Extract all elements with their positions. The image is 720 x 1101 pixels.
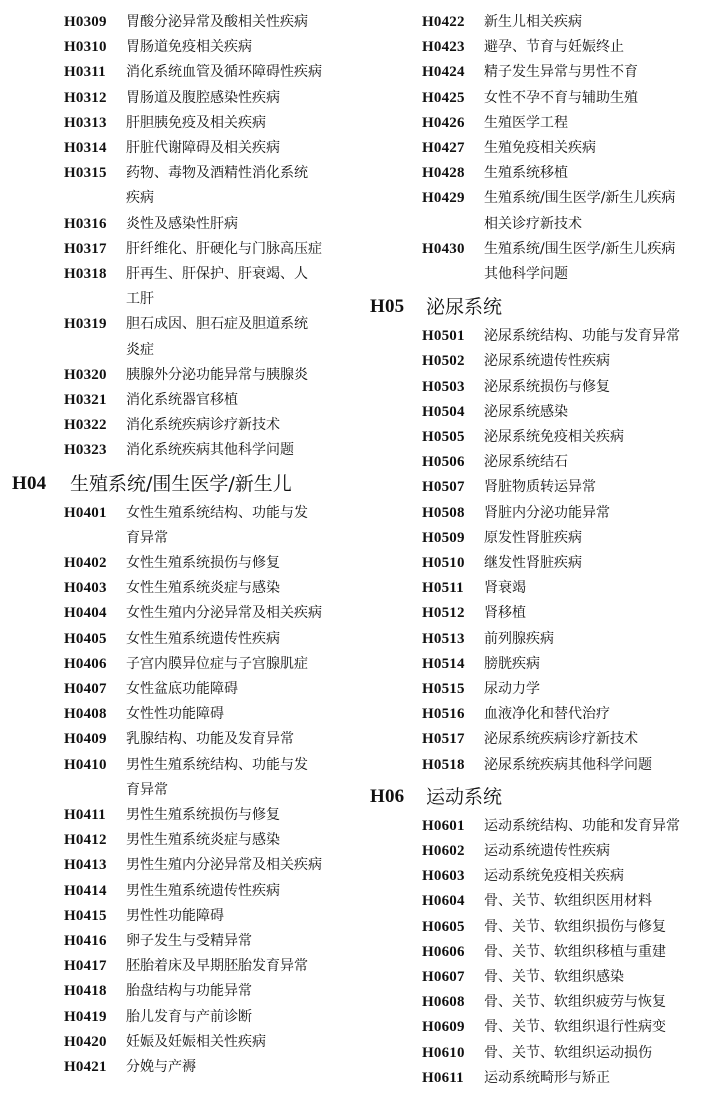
list-item — [0, 262, 360, 312]
item-code: H0416 — [64, 933, 107, 949]
list-item — [360, 652, 720, 677]
item-code: H0422 — [422, 14, 465, 30]
item-code: H0426 — [422, 114, 465, 131]
list-item — [360, 889, 720, 914]
item-code: H0517 — [422, 731, 465, 748]
item-code: H0508 — [422, 504, 465, 521]
item-code: H0408 — [64, 706, 107, 723]
item-title: 男性生殖系统损伤与修复 — [126, 807, 280, 823]
item-code: H0411 — [64, 807, 106, 823]
item-code: H0406 — [64, 655, 107, 672]
item-code: H0323 — [64, 442, 107, 459]
item-title: 新生儿相关疾病 — [484, 14, 582, 30]
list-item — [0, 161, 360, 211]
item-title: 女性生殖系统损伤与修复 — [126, 555, 280, 571]
item-code: H0404 — [64, 605, 107, 622]
list-item — [0, 212, 360, 237]
item-title: 肝纤维化、肝硬化与门脉高压症 — [126, 240, 322, 257]
item-code: H0313 — [64, 114, 107, 131]
list-item — [360, 136, 720, 161]
list-item — [0, 879, 360, 904]
item-title: 骨、关节、软组织医用材料 — [484, 893, 652, 910]
item-code: H0414 — [64, 882, 107, 899]
item-title: 尿动力学 — [484, 681, 540, 697]
list-item — [360, 86, 720, 111]
item-title: 子宫内膜异位症与子宫腺肌症 — [126, 655, 308, 672]
item-title: 泌尿系统遗传性疾病 — [484, 353, 610, 370]
item-code: H0403 — [64, 580, 107, 597]
item-title: 肾脏内分泌功能异常 — [484, 504, 610, 521]
item-title: 炎症 — [126, 341, 154, 358]
list-item — [0, 576, 360, 601]
item-title: 女性生殖内分泌异常及相关疾病 — [126, 605, 322, 622]
list-item — [360, 627, 720, 652]
item-code: H0314 — [64, 140, 107, 156]
list-item — [360, 965, 720, 990]
item-title: 胃肠道及腹腔感染性疾病 — [126, 89, 280, 106]
item-code: H0318 — [64, 266, 107, 282]
item-title: 相关诊疗新技术 — [484, 215, 582, 232]
item-code: H0518 — [422, 756, 465, 773]
list-item — [0, 312, 360, 362]
item-code: H0604 — [422, 893, 465, 910]
item-code: H0511 — [422, 580, 464, 597]
item-code: H0605 — [422, 918, 465, 935]
item-code: H0609 — [422, 1019, 465, 1036]
list-item — [0, 1030, 360, 1055]
section-title: 运动系统 — [426, 785, 503, 808]
list-item — [0, 979, 360, 1004]
list-item — [360, 237, 720, 287]
list-item — [360, 324, 720, 349]
section-title: 泌尿系统 — [426, 296, 503, 319]
item-code: H0310 — [64, 39, 107, 56]
item-code: H0606 — [422, 943, 465, 960]
section-heading-h05 — [360, 292, 720, 322]
item-title: 工肝 — [126, 291, 154, 308]
item-title: 胆石成因、胆石症及胆道系统 — [126, 316, 308, 333]
item-code: H0405 — [64, 630, 107, 647]
list-item — [0, 753, 360, 803]
item-title: 生殖医学工程 — [484, 114, 568, 131]
list-item — [0, 1005, 360, 1030]
list-item — [360, 349, 720, 374]
item-code: H0423 — [422, 39, 465, 56]
list-item — [360, 677, 720, 702]
section-heading-h04 — [0, 469, 360, 499]
item-code: H0320 — [64, 366, 107, 383]
item-title: 泌尿系统疾病诊疗新技术 — [484, 731, 638, 748]
item-title: 胎盘结构与功能异常 — [126, 983, 252, 1000]
item-code: H0501 — [422, 328, 465, 345]
item-title: 育异常 — [126, 529, 168, 546]
item-code: H0509 — [422, 529, 465, 546]
item-title: 继发性肾脏疾病 — [484, 555, 582, 571]
list-item — [0, 551, 360, 576]
item-title: 泌尿系统损伤与修复 — [484, 378, 610, 395]
item-title: 肝再生、肝保护、肝衰竭、人 — [126, 266, 308, 282]
list-item — [360, 727, 720, 752]
item-title: 乳腺结构、功能及发育异常 — [126, 731, 294, 748]
item-title: 男性生殖系统遗传性疾病 — [126, 882, 280, 899]
item-title: 前列腺疾病 — [484, 630, 554, 647]
item-code: H0421 — [64, 1059, 107, 1075]
list-item — [360, 60, 720, 85]
item-title: 男性生殖系统炎症与感染 — [126, 832, 280, 849]
list-item — [0, 10, 360, 35]
list-item — [360, 915, 720, 940]
item-title: 肝脏代谢障碍及相关疾病 — [126, 140, 280, 156]
item-title: 肾移植 — [484, 605, 526, 622]
list-item — [360, 940, 720, 965]
item-code: H0503 — [422, 378, 465, 395]
list-item — [0, 828, 360, 853]
item-code: H0611 — [422, 1069, 464, 1086]
item-title: 生殖系统/围生医学/新生儿疾病 — [484, 240, 676, 257]
item-code: H0430 — [422, 240, 465, 257]
list-item — [0, 727, 360, 752]
list-item — [0, 954, 360, 979]
item-code: H0317 — [64, 240, 107, 257]
item-title: 育异常 — [126, 781, 168, 798]
list-item — [360, 551, 720, 576]
item-code: H0514 — [422, 655, 465, 672]
item-code: H0610 — [422, 1044, 465, 1061]
item-title: 生殖系统/围生医学/新生儿疾病 — [484, 190, 676, 207]
item-title: 消化系统疾病诊疗新技术 — [126, 417, 280, 434]
item-title: 女性盆底功能障碍 — [126, 681, 238, 697]
item-title: 药物、毒物及酒精性消化系统 — [126, 165, 308, 182]
item-code: H0427 — [422, 140, 465, 156]
item-code: H0418 — [64, 983, 107, 1000]
list-item — [0, 677, 360, 702]
item-code: H0505 — [422, 429, 465, 445]
item-title: 泌尿系统结构、功能与发育异常 — [484, 328, 680, 345]
item-title: 炎性及感染性肝病 — [126, 215, 238, 232]
list-item — [0, 1055, 360, 1080]
list-item — [360, 753, 720, 778]
list-item — [0, 601, 360, 626]
item-title: 原发性肾脏疾病 — [484, 529, 582, 546]
item-code: H0322 — [64, 417, 107, 434]
item-code: H0506 — [422, 454, 465, 471]
item-title: 其他科学问题 — [484, 265, 568, 282]
list-item — [360, 1015, 720, 1040]
list-item — [360, 10, 720, 35]
item-code: H0513 — [422, 630, 465, 647]
list-item — [360, 501, 720, 526]
item-title: 骨、关节、软组织运动损伤 — [484, 1044, 652, 1061]
item-code: H0512 — [422, 605, 465, 622]
item-title: 卵子发生与受精异常 — [126, 933, 252, 949]
item-title: 胎儿发育与产前诊断 — [126, 1008, 252, 1025]
item-title: 分娩与产褥 — [126, 1059, 196, 1075]
item-title: 肾脏物质转运异常 — [484, 479, 596, 496]
item-title: 生殖系统移植 — [484, 165, 568, 182]
list-item — [0, 413, 360, 438]
item-title: 骨、关节、软组织移植与重建 — [484, 943, 666, 960]
item-title: 运动系统免疫相关疾病 — [484, 868, 624, 885]
list-item — [0, 702, 360, 727]
item-title: 胃肠道免疫相关疾病 — [126, 39, 252, 56]
item-code: H0425 — [422, 89, 465, 106]
list-item — [0, 86, 360, 111]
item-title: 胰腺外分泌功能异常与胰腺炎 — [126, 366, 308, 383]
item-code: H0420 — [64, 1033, 107, 1050]
item-title: 膀胱疾病 — [484, 655, 540, 672]
item-title: 避孕、节育与妊娠终止 — [484, 39, 624, 56]
item-title: 胚胎着床及早期胚胎发育异常 — [126, 958, 308, 975]
item-title: 运动系统遗传性疾病 — [484, 843, 610, 859]
item-title: 骨、关节、软组织感染 — [484, 969, 624, 985]
item-code: H0402 — [64, 555, 107, 571]
item-title: 骨、关节、软组织退行性病变 — [484, 1019, 666, 1036]
item-code: H0316 — [64, 215, 107, 232]
list-item — [0, 363, 360, 388]
item-title: 消化系统血管及循环障碍性疾病 — [126, 64, 322, 81]
item-title: 泌尿系统感染 — [484, 403, 568, 420]
section-code: H05 — [370, 296, 405, 318]
item-code: H0607 — [422, 969, 465, 985]
item-title: 女性生殖系统炎症与感染 — [126, 580, 280, 597]
item-title: 运动系统畸形与矫正 — [484, 1069, 610, 1086]
item-code: H0412 — [64, 832, 107, 849]
item-code: H0502 — [422, 353, 465, 370]
item-title: 女性生殖系统遗传性疾病 — [126, 630, 280, 647]
section-title: 生殖系统/围生医学/新生儿 — [70, 472, 292, 495]
list-item — [360, 576, 720, 601]
list-item — [0, 60, 360, 85]
item-code: H0515 — [422, 681, 465, 697]
list-item — [360, 1041, 720, 1066]
item-code: H0309 — [64, 14, 107, 30]
list-item — [360, 702, 720, 727]
item-title: 泌尿系统疾病其他科学问题 — [484, 756, 652, 773]
list-item — [0, 853, 360, 878]
item-code: H0319 — [64, 316, 107, 333]
item-title: 骨、关节、软组织损伤与修复 — [484, 918, 666, 935]
item-title: 男性性功能障碍 — [126, 907, 224, 924]
item-title: 女性不孕不育与辅助生殖 — [484, 89, 638, 106]
item-code: H0428 — [422, 165, 465, 182]
list-item — [360, 864, 720, 889]
list-item — [0, 35, 360, 60]
item-code: H0504 — [422, 403, 465, 420]
item-title: 消化系统器官移植 — [126, 392, 238, 408]
item-code: H0603 — [422, 868, 465, 885]
item-title: 疾病 — [126, 190, 154, 207]
list-item — [0, 904, 360, 929]
item-code: H0409 — [64, 731, 107, 748]
item-title: 肝胆胰免疫及相关疾病 — [126, 114, 266, 131]
list-item — [360, 375, 720, 400]
list-item — [360, 425, 720, 450]
item-title: 男性生殖系统结构、功能与发 — [126, 756, 308, 773]
list-item — [360, 990, 720, 1015]
item-title: 女性性功能障碍 — [126, 706, 224, 723]
item-title: 消化系统疾病其他科学问题 — [126, 442, 294, 459]
item-code: H0417 — [64, 958, 107, 975]
list-item — [0, 501, 360, 551]
item-title: 精子发生异常与男性不育 — [484, 64, 638, 81]
item-code: H0510 — [422, 555, 465, 571]
section-heading-h06 — [360, 782, 720, 812]
item-code: H0311 — [64, 64, 106, 81]
list-item — [0, 627, 360, 652]
list-item — [0, 803, 360, 828]
item-code: H0601 — [422, 817, 465, 834]
item-code: H0507 — [422, 479, 465, 496]
item-code: H0608 — [422, 994, 465, 1011]
item-code: H0407 — [64, 681, 107, 697]
item-code: H0410 — [64, 756, 107, 773]
item-code: H0321 — [64, 392, 107, 408]
list-item — [360, 839, 720, 864]
item-title: 骨、关节、软组织疲劳与恢复 — [484, 994, 666, 1011]
item-code: H0413 — [64, 857, 107, 874]
item-title: 运动系统结构、功能和发育异常 — [484, 817, 680, 834]
item-title: 泌尿系统结石 — [484, 454, 568, 471]
item-title: 男性生殖内分泌异常及相关疾病 — [126, 857, 322, 874]
item-title: 女性生殖系统结构、功能与发 — [126, 504, 308, 521]
list-item — [0, 929, 360, 954]
list-item — [360, 814, 720, 839]
item-code: H0312 — [64, 89, 107, 106]
item-title: 泌尿系统免疫相关疾病 — [484, 429, 624, 445]
section-code: H06 — [370, 785, 405, 807]
item-title: 妊娠及妊娠相关性疾病 — [126, 1033, 266, 1050]
list-item — [360, 35, 720, 60]
list-item — [360, 111, 720, 136]
list-item — [360, 526, 720, 551]
list-item — [360, 450, 720, 475]
list-item — [360, 161, 720, 186]
list-item — [360, 1066, 720, 1091]
item-title: 胃酸分泌异常及酸相关性疾病 — [126, 14, 308, 30]
list-item — [0, 237, 360, 262]
list-item — [360, 601, 720, 626]
item-code: H0429 — [422, 190, 465, 207]
item-title: 血液净化和替代治疗 — [484, 706, 610, 723]
list-item — [0, 652, 360, 677]
item-title: 肾衰竭 — [484, 580, 526, 597]
item-code: H0424 — [422, 64, 465, 81]
section-code: H04 — [12, 472, 47, 494]
list-item — [0, 438, 360, 463]
item-code: H0401 — [64, 504, 107, 521]
list-item — [360, 186, 720, 236]
list-item — [0, 388, 360, 413]
item-code: H0415 — [64, 907, 107, 924]
item-code: H0516 — [422, 706, 465, 723]
list-item — [0, 111, 360, 136]
item-code: H0315 — [64, 165, 107, 182]
item-code: H0602 — [422, 843, 465, 859]
list-item — [360, 400, 720, 425]
list-item — [360, 475, 720, 500]
item-code: H0419 — [64, 1008, 107, 1025]
item-title: 生殖免疫相关疾病 — [484, 140, 596, 156]
list-item — [0, 136, 360, 161]
